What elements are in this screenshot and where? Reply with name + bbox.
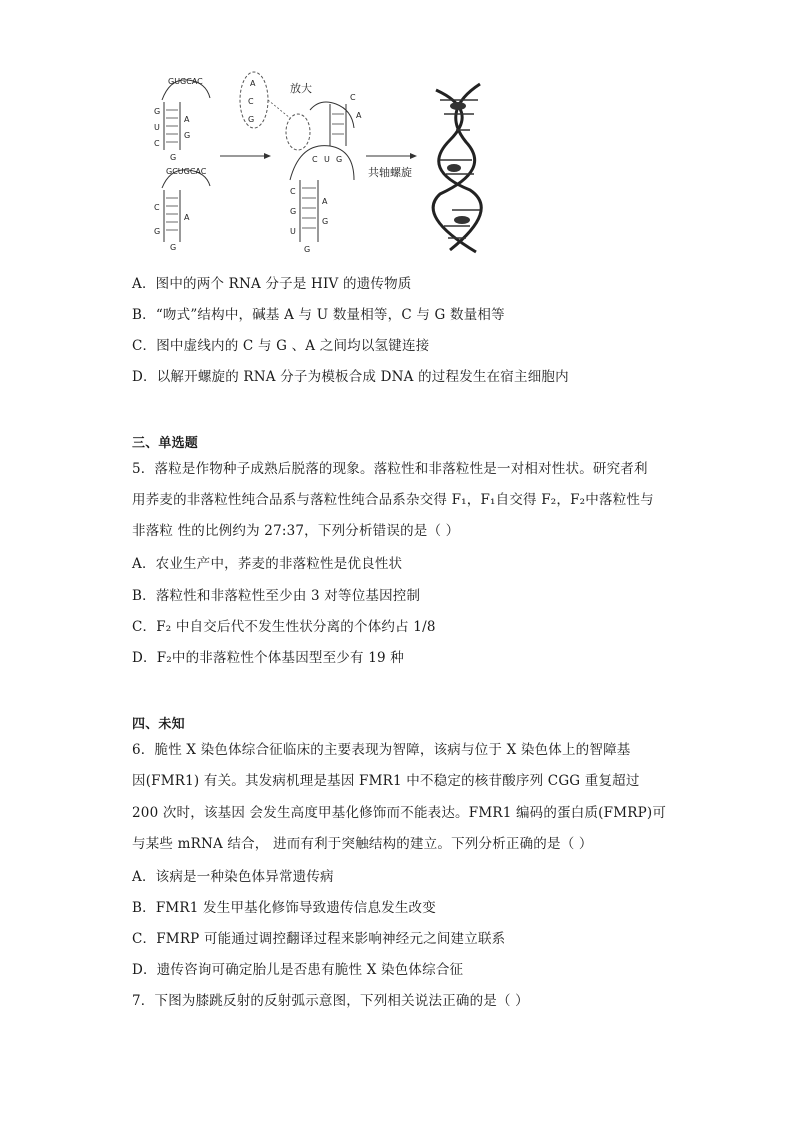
q6-option-a: A．该病是一种染色体异常遗传病: [132, 869, 334, 885]
q5-line-1: 5．落粒是作物种子成熟后脱落的现象。落粒性和非落粒性是一对相对性状。研究者利: [132, 461, 648, 477]
q6-option-c: C．FMRP 可能通过调控翻译过程来影响神经元之间建立联系: [132, 931, 506, 947]
q5-line-2: 用荞麦的非落粒性纯合品系与落粒性纯合品系杂交得 F₁，F₁自交得 F₂，F₂中落粒性与: [132, 492, 654, 508]
svg-text:C: C: [248, 97, 254, 106]
loop-seq-top: GUGCAC: [168, 77, 203, 86]
arrow-2: [366, 153, 417, 179]
svg-text:C: C: [290, 187, 296, 196]
q7-line-1: 7．下图为膝跳反射的反射弧示意图，下列相关说法正确的是（ ）: [132, 993, 529, 1009]
section-3-title: 三、单选题: [132, 436, 199, 451]
svg-text:G: G: [184, 131, 191, 140]
arrow-1: [220, 153, 271, 159]
coaxial-label: 共轴螺旋: [368, 166, 412, 179]
svg-text:C: C: [154, 139, 160, 148]
q6-line-2: 因(FMR1) 有关。其发病机理是基因 FMR1 中不稳定的核苷酸序列 CGG 重复超过: [132, 773, 640, 789]
rna-hairpin-top-left: [154, 77, 210, 162]
svg-text:A: A: [322, 197, 328, 206]
enlarge-label: 放大: [290, 82, 312, 95]
svg-text:G: G: [336, 155, 343, 164]
q6-line-3: 200 次时，该基因 会发生高度甲基化修饰而不能表达。FMR1 编码的蛋白质(FMRP)可: [132, 805, 667, 821]
section-4-title: 四、未知: [132, 717, 185, 732]
q6-line-1: 6．脆性 X 染色体综合征临床的主要表现为智障，该病与位于 X 染色体上的智障基: [132, 742, 631, 758]
svg-text:U: U: [324, 155, 330, 164]
svg-text:G: G: [154, 227, 161, 236]
svg-text:C: C: [154, 203, 160, 212]
svg-text:C: C: [350, 93, 356, 102]
svg-text:A: A: [184, 115, 190, 124]
dashed-ellipse: [240, 72, 268, 128]
q5-line-3: 非落粒 性的比例约为 27:37，下列分析错误的是（ ）: [132, 523, 460, 539]
q6-option-d: D．遗传咨询可确定胎儿是否患有脆性 X 染色体综合征: [132, 962, 464, 978]
svg-text:A: A: [184, 213, 190, 222]
q6-option-b: B．FMR1 发生甲基化修饰导致遗传信息发生改变: [132, 900, 436, 916]
svg-text:G: G: [154, 107, 161, 116]
q4-option-d: D．以解开螺旋的 RNA 分子为模板合成 DNA 的过程发生在宿主细胞内: [132, 369, 569, 385]
svg-text:G: G: [170, 243, 177, 252]
svg-text:A: A: [250, 79, 256, 88]
svg-text:G: G: [290, 207, 297, 216]
svg-text:A: A: [356, 111, 362, 120]
q5-option-c: C．F₂ 中自交后代不发生性状分离的个体约占 1/8: [132, 619, 436, 635]
svg-text:G: G: [322, 217, 329, 226]
q4-option-c: C．图中虚线内的 C 与 G 、A 之间均以氢键连接: [132, 338, 430, 354]
q4-option-b: B．“吻式”结构中，碱基 A 与 U 数量相等，C 与 G 数量相等: [132, 307, 505, 323]
svg-text:U: U: [290, 227, 296, 236]
kissing-structure: [268, 81, 362, 254]
coaxial-helix: [433, 84, 481, 252]
svg-text:U: U: [154, 123, 160, 132]
loop-seq-bottom: GCUGCAC: [166, 167, 207, 176]
rna-hairpin-bottom-left: [154, 167, 210, 252]
q4-option-a: A．图中的两个 RNA 分子是 HIV 的遗传物质: [132, 276, 412, 292]
q5-option-d: D．F₂中的非落粒性个体基因型至少有 19 种: [132, 650, 404, 666]
q5-option-b: B．落粒性和非落粒性至少由 3 对等位基因控制: [132, 588, 421, 604]
q5-option-a: A．农业生产中，荞麦的非落粒性是优良性状: [132, 556, 403, 572]
svg-text:G: G: [170, 153, 177, 162]
svg-text:G: G: [248, 115, 255, 124]
svg-text:G: G: [304, 245, 311, 254]
q6-line-4: 与某些 mRNA 结合， 进而有利于突触结构的建立。下列分析正确的是（ ）: [132, 836, 593, 852]
rna-kissing-figure: [140, 70, 520, 260]
svg-text:C: C: [312, 155, 318, 164]
